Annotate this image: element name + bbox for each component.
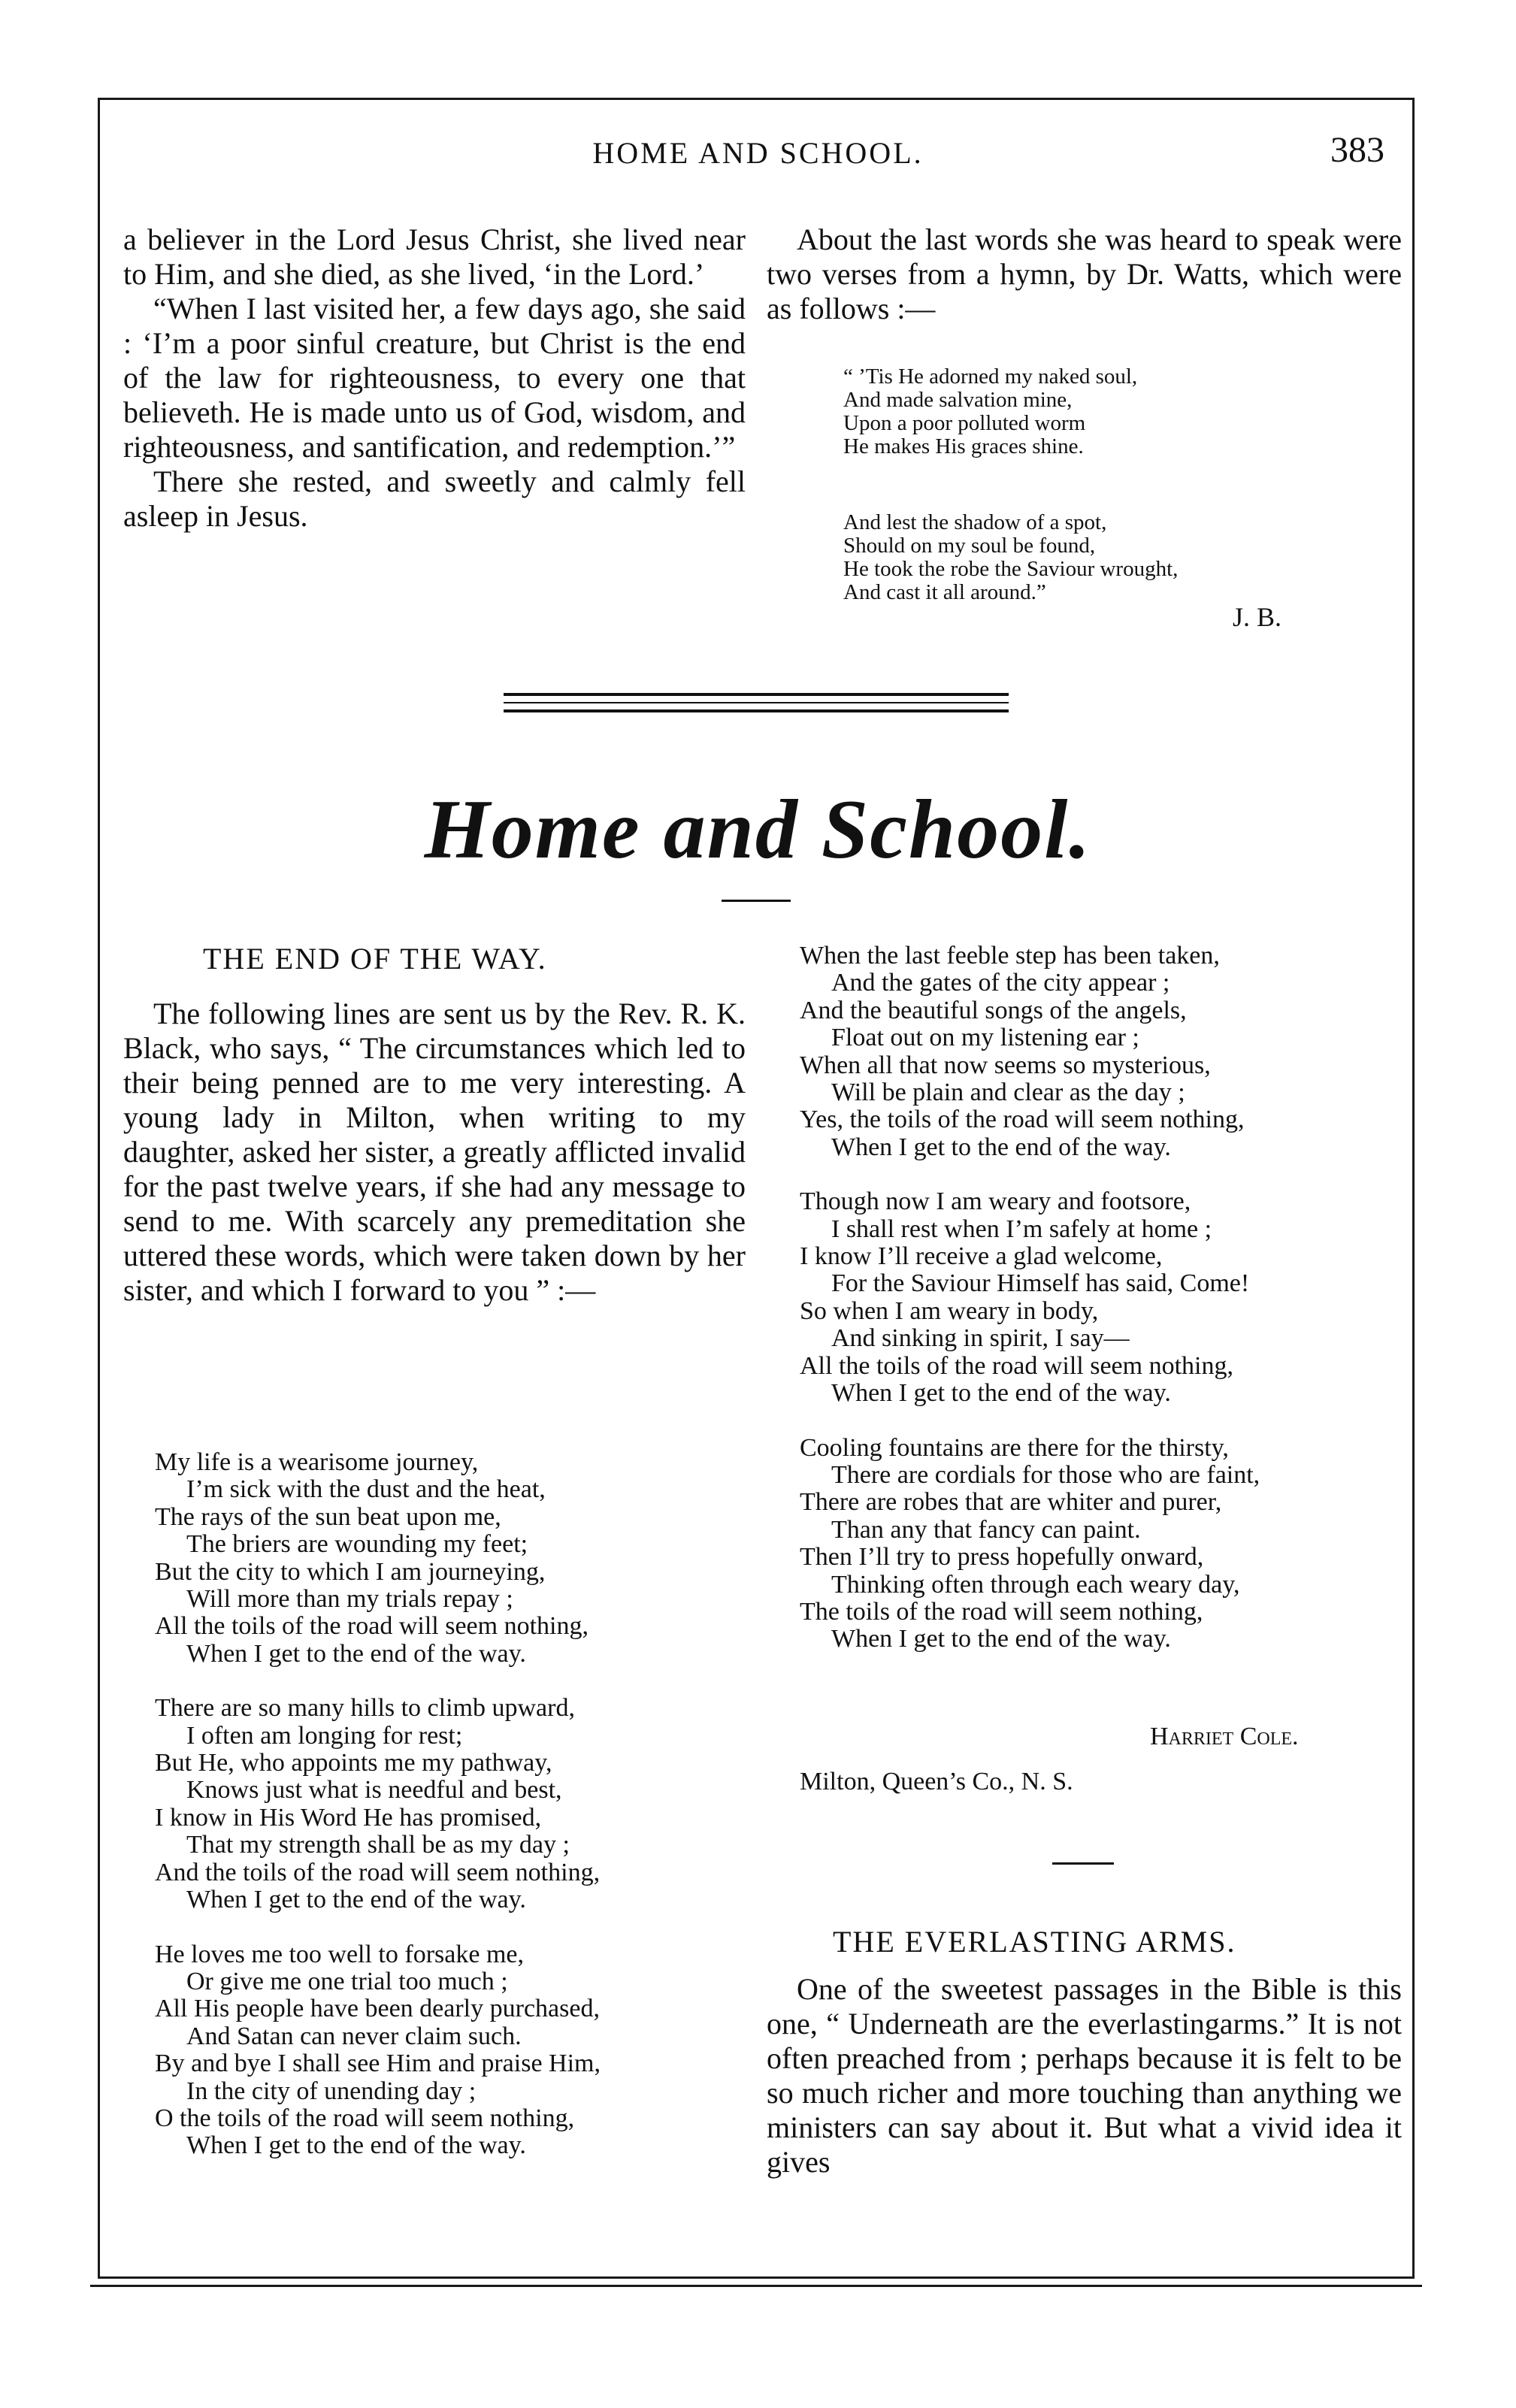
poem-line: When I get to the end of the way. (831, 1379, 1171, 1408)
poem-line: He loves me too well to forsake me, (155, 1940, 524, 1968)
poem-line: All the toils of the road will seem nothing, (800, 1351, 1233, 1380)
poem-line: And sinking in spirit, I say— (831, 1324, 1130, 1353)
poem-line: O the toils of the road will seem nothing, (155, 2104, 575, 2132)
poem-line: Or give me one trial too much ; (186, 1967, 508, 1995)
poem-line: But the city to which I am journeying, (155, 1557, 546, 1586)
poem-line: Knows just what is needful and best, (186, 1776, 562, 1804)
poem-line: So when I am weary in body, (800, 1296, 1099, 1325)
hymn-line: Upon a poor polluted worm (843, 411, 1086, 435)
hymn-line: He makes His graces shine. (843, 434, 1084, 458)
signature-initials: J. B. (1233, 602, 1282, 632)
poem-line: There are cordials for those who are faint, (831, 1460, 1260, 1489)
poem-line: Yes, the toils of the road will seem nothing, (800, 1106, 1245, 1134)
poem-line: But He, who appoints me my pathway, (155, 1749, 552, 1777)
poem-line: All the toils of the road will seem nothing, (155, 1612, 589, 1641)
poem-line: And the beautiful songs of the angels, (800, 996, 1187, 1024)
poem-line: That my strength shall be as my day ; (186, 1831, 570, 1859)
poem-stanza (800, 1188, 1260, 1407)
top-right-column (767, 222, 1402, 326)
poem-line: Than any that fancy can paint. (831, 1515, 1141, 1544)
poem-line: Float out on my listening ear ; (831, 1024, 1139, 1052)
poem-line: I know I’ll receive a glad welcome, (800, 1242, 1163, 1271)
poem-line: By and bye I shall see Him and praise Him, (155, 2050, 601, 2078)
hymn-line: And lest the shadow of a spot, (843, 510, 1107, 534)
paragraph: There she rested, and sweetly and calmly fell asleep in Jesus. (123, 464, 746, 533)
poem-stanza (800, 942, 1260, 1161)
poem-line: And the toils of the road will seem nothing, (155, 1858, 601, 1886)
poem-line: When I get to the end of the way. (186, 1639, 526, 1668)
poem-line: For the Saviour Himself has said, Come! (831, 1269, 1250, 1298)
poem-line: And Satan can never claim such. (186, 2022, 522, 2050)
poem-line: There are robes that are whiter and purer, (800, 1488, 1222, 1517)
article-separator (1052, 1862, 1114, 1865)
poem-stanza (800, 1435, 1260, 1653)
article-title: THE EVERLASTING ARMS. (833, 1925, 1236, 1959)
poem-line: I often am longing for rest; (186, 1721, 463, 1750)
poem-line: Thinking often through each weary day, (831, 1570, 1240, 1599)
section-rule (504, 702, 1009, 703)
poem-line: When I get to the end of the way. (186, 1886, 526, 1914)
hymn-line: And made salvation mine, (843, 388, 1073, 412)
poem-line: The toils of the road will seem nothing, (800, 1597, 1203, 1626)
poem-stanza (155, 1449, 601, 1668)
paragraph: The following lines are sent us by the Rev. R. K. Black, who says, “ The circumstances which led to their being penned are to me very interesting. A young lady in Milton, when writing to my daughter, asked her sister, a greatly afflicted invalid for the past twelve years, if she had any message to send to me. With scarcely any premeditation she uttered these words, which were taken down by her sister, and which I forward to you ” :— (123, 997, 746, 1307)
article-intro (123, 997, 746, 1308)
poem-line: The rays of the sun beat upon me, (155, 1502, 501, 1531)
running-header: HOME AND SCHOOL. (592, 136, 924, 170)
poem-line: And the gates of the city appear ; (831, 969, 1170, 997)
poem-line: Though now I am weary and footsore, (800, 1187, 1191, 1216)
poem-line: Then I’ll try to press hopefully onward, (800, 1543, 1204, 1572)
paragraph: About the last words she was heard to speak were two verses from a hymn, by Dr. Watts, which were as follows :— (767, 222, 1402, 325)
poem-stanza (155, 1695, 601, 1913)
poem-line: I shall rest when I’m safely at home ; (831, 1215, 1212, 1243)
hymn-stanza (843, 365, 1137, 458)
paragraph: One of the sweetest passages in the Bible is this one, “ Underneath are the everlastingarms.” It is not often preached from ; perhaps because it is felt to be so much richer and more touching than anything we ministers can say about it. But what a vivid idea it gives (767, 1972, 1402, 2179)
poem-line: Cooling fountains are there for the thirsty, (800, 1433, 1229, 1462)
author-place: Milton, Queen’s Co., N. S. (800, 1768, 1073, 1795)
hymn-line: He took the robe the Saviour wrought, (843, 557, 1179, 581)
poem-line: When I get to the end of the way. (831, 1625, 1171, 1653)
article-title: THE END OF THE WAY. (203, 942, 547, 976)
section-masthead: Home and School. (424, 783, 1092, 876)
section-rule (504, 693, 1009, 696)
poem-line: Will be plain and clear as the day ; (831, 1078, 1185, 1107)
poem-line: Will more than my trials repay ; (186, 1585, 513, 1614)
poem-stanza (155, 1941, 601, 2160)
hymn-line: “ ’Tis He adorned my naked soul, (843, 365, 1138, 389)
article-text (767, 1972, 1402, 2180)
hymn-stanza (843, 511, 1178, 604)
hymn-line: And cast it all around.” (843, 580, 1046, 604)
poem-line: When all that now seems so mysterious, (800, 1051, 1211, 1079)
hymn-line: Should on my soul be found, (843, 534, 1096, 558)
poem-line: The briers are wounding my feet; (186, 1530, 528, 1559)
poem-line: All His people have been dearly purchased, (155, 1995, 600, 2023)
poem-line: My life is a wearisome journey, (155, 1448, 479, 1476)
paragraph: “When I last visited her, a few days ago, she said : ‘I’m a poor sinful creature, but Christ is the end of the law for righteousness, to every one that believeth. He is made unto us of God, wisdom, and righteousness, and santification, and redemption.’” (123, 292, 746, 464)
poem-line: When I get to the end of the way. (831, 1133, 1171, 1161)
poem-left-column (155, 1449, 601, 2187)
poem-line: When the last feeble step has been taken, (800, 942, 1220, 970)
paragraph: a believer in the Lord Jesus Christ, she lived near to Him, and she died, as she lived, ‘in the Lord.’ (123, 222, 746, 291)
poem-line: There are so many hills to climb upward, (155, 1694, 575, 1723)
top-left-column (123, 222, 746, 534)
bottom-rule (90, 2285, 1422, 2287)
section-rule (504, 709, 1009, 712)
page-number: 383 (1330, 130, 1384, 170)
poem-line: When I get to the end of the way. (186, 2131, 526, 2160)
author-signature: Harriet Cole. (1150, 1723, 1299, 1750)
poem-line: In the city of unending day ; (186, 2077, 477, 2105)
poem-right-column (800, 942, 1260, 1680)
masthead-rule (722, 900, 791, 902)
poem-line: I’m sick with the dust and the heat, (186, 1475, 546, 1504)
poem-line: I know in His Word He has promised, (155, 1803, 542, 1832)
